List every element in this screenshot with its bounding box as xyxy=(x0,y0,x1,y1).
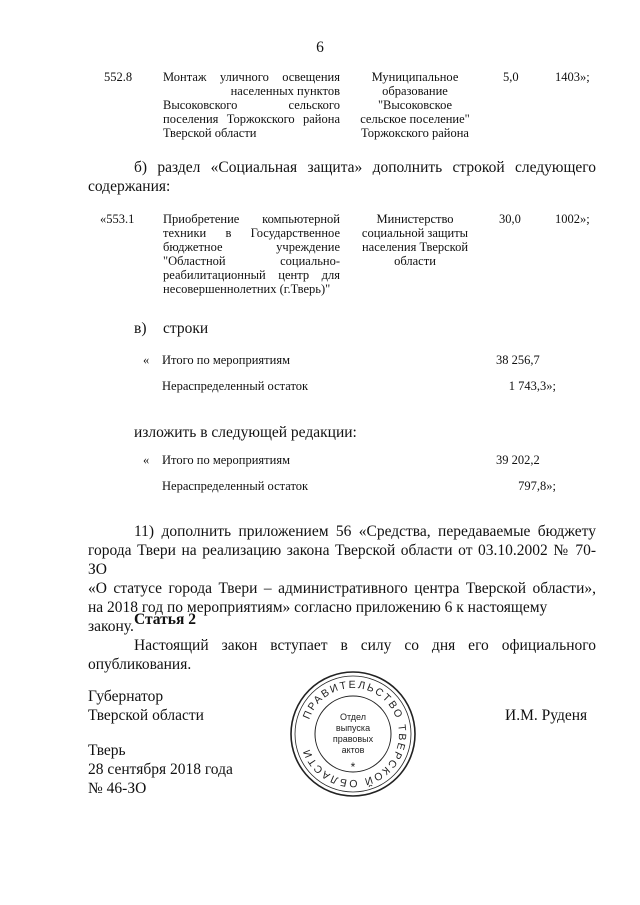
row-553-1-desc-line: несовершеннолетних (г.Тверь)" xyxy=(163,282,331,296)
row-553-1-desc-line: бюджетное учреждение xyxy=(163,240,340,254)
row-552-8-org-line: Торжокского района xyxy=(361,126,469,140)
paragraph-11-line: города Твери на реализацию закона Тверской области от 03.10.2002 № 70-ЗО xyxy=(88,542,596,578)
paragraph-11-line: на 2018 год по мероприятиям» согласно приложению 6 к настоящему закону. xyxy=(88,599,548,635)
row-552-8-desc-line: Монтаж уличного освещения xyxy=(163,70,340,84)
stamp-inner-line: выпуска xyxy=(335,723,371,733)
paragraph-11-line: 11) дополнить приложением 56 «Средства, передаваемые бюджету xyxy=(134,523,596,540)
row-552-8-org-line: Муниципальное xyxy=(371,70,459,84)
row-552-8-org-line: "Высоковское xyxy=(377,98,453,112)
row-553-1-desc-line: Приобретение компьютерной xyxy=(163,212,340,226)
signature-city: Тверь xyxy=(88,742,126,759)
row-552-8-desc-line: населенных пунктов xyxy=(230,84,340,98)
block1-open-quote: « xyxy=(143,353,150,367)
block1-remainder-value: 1 743,3»; xyxy=(508,379,556,393)
paragraph-v-text: строки xyxy=(163,320,209,337)
article-text-line: опубликования. xyxy=(88,656,192,673)
block2-total-value: 39 202,2 xyxy=(496,453,540,467)
row-553-1-description xyxy=(163,212,340,296)
official-stamp xyxy=(286,667,420,801)
block2-remainder-value: 797,8»; xyxy=(518,479,556,493)
row-553-1-code: 1002»; xyxy=(555,212,590,226)
block2-open-quote: « xyxy=(143,453,150,467)
signature-date: 28 сентября 2018 года xyxy=(88,761,233,778)
row-553-1-amount: 30,0 xyxy=(499,212,521,226)
paragraph-b-line: содержания: xyxy=(88,178,171,195)
row-553-1-org-line: Министерство xyxy=(376,212,454,226)
block1-total-label: Итого по мероприятиям xyxy=(162,353,290,367)
row-553-1-desc-line: реабилитационный центр для xyxy=(163,268,340,282)
row-552-8-amount: 5,0 xyxy=(503,70,519,84)
row-552-8-desc-line: Тверской области xyxy=(163,126,257,140)
block2-remainder-label: Нераспределенный остаток xyxy=(162,479,309,493)
row-552-8-desc-line: поселения Торжокского района xyxy=(163,112,340,126)
article-title: Статья 2 xyxy=(134,611,196,628)
row-553-1-number: «553.1 xyxy=(100,212,135,226)
block2-total-label: Итого по мероприятиям xyxy=(162,453,290,467)
row-552-8-org-line: сельское поселение" xyxy=(360,112,470,126)
block1-total-value: 38 256,7 xyxy=(496,353,540,367)
row-553-1-desc-line: "Областной социально- xyxy=(163,254,340,268)
stamp-star: * xyxy=(350,760,356,774)
paragraph-11-line: «О статусе города Твери – административного центра Тверской области», xyxy=(88,580,596,597)
paragraph-edit: изложить в следующей редакции: xyxy=(134,424,357,441)
signature-position-line1: Губернатор xyxy=(88,688,164,705)
row-553-1-org-line: социальной защиты xyxy=(361,226,469,240)
page-number: 6 xyxy=(316,39,324,56)
row-553-1-org-line: области xyxy=(394,254,436,268)
row-552-8-number: 552.8 xyxy=(104,70,133,84)
stamp-ring-text: ПРАВИТЕЛЬСТВО ТВЕРСКОЙ ОБЛАСТИ xyxy=(300,678,409,790)
row-552-8-code: 1403»; xyxy=(555,70,590,84)
row-553-1-organization xyxy=(352,212,478,268)
row-552-8-description xyxy=(163,70,340,140)
block1-remainder-label: Нераспределенный остаток xyxy=(162,379,309,393)
row-553-1-desc-line: техники в Государственное xyxy=(163,226,340,240)
signature-name: И.М. Руденя xyxy=(505,707,588,724)
stamp-inner-line: актов xyxy=(341,745,365,755)
paragraph-v-label: в) xyxy=(134,320,147,337)
signature-number: № 46-ЗО xyxy=(88,780,147,797)
article-text-line: Настоящий закон вступает в силу со дня его официального xyxy=(134,637,596,654)
paragraph-b-line: б) раздел «Социальная защита» дополнить строкой следующего xyxy=(134,159,596,176)
row-553-1-org-line: населения Тверской xyxy=(361,240,469,254)
row-552-8-desc-line: Высоковского сельского xyxy=(163,98,340,112)
row-552-8-organization xyxy=(352,70,478,140)
row-552-8-org-line: образование xyxy=(382,84,448,98)
stamp-inner-line: Отдел xyxy=(339,712,367,722)
stamp-inner-line: правовых xyxy=(332,734,374,744)
paragraph-b xyxy=(88,158,596,196)
signature-position-line2: Тверской области xyxy=(88,707,204,724)
